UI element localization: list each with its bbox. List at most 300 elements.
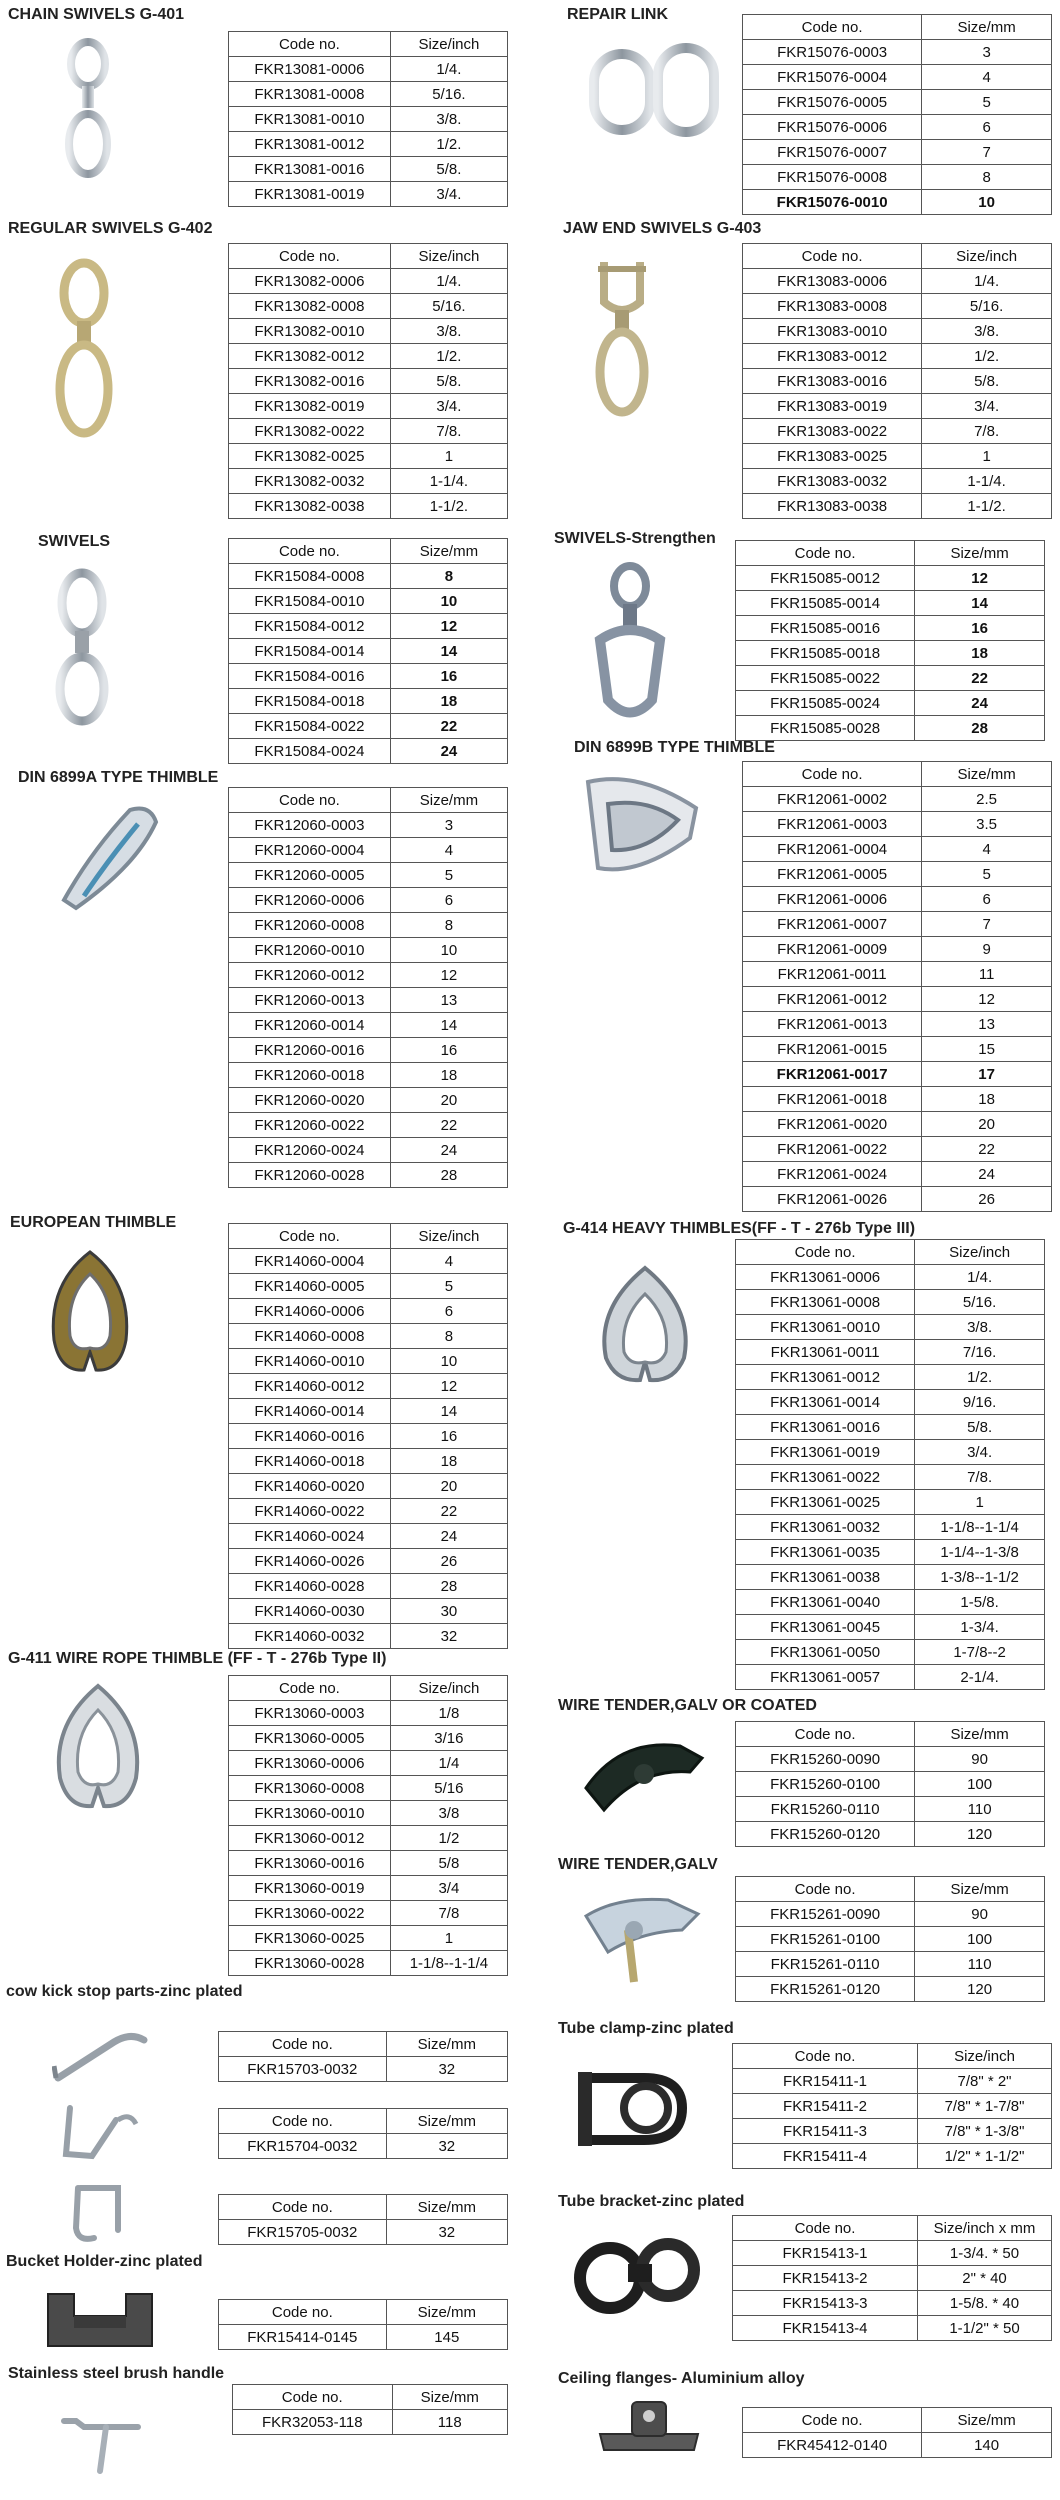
size-cell: 3/4. bbox=[915, 1440, 1045, 1465]
code-cell: FKR12061-0005 bbox=[743, 862, 922, 887]
size-cell: 1-5/8. * 40 bbox=[918, 2291, 1052, 2316]
size-cell: 5/16. bbox=[922, 294, 1052, 319]
table-row bbox=[736, 1365, 1045, 1390]
table-row bbox=[743, 1062, 1052, 1087]
code-cell: FKR12061-0022 bbox=[743, 1137, 922, 1162]
code-cell: FKR15704-0032 bbox=[219, 2134, 387, 2159]
size-cell: 5/8. bbox=[390, 157, 507, 182]
size-cell: 16 bbox=[915, 616, 1045, 641]
code-cell: FKR15084-0012 bbox=[229, 614, 391, 639]
code-cell: FKR14060-0006 bbox=[229, 1299, 391, 1324]
code-cell: FKR13061-0050 bbox=[736, 1640, 915, 1665]
size-cell: 90 bbox=[915, 1902, 1045, 1927]
code-cell: FKR12060-0010 bbox=[229, 938, 391, 963]
code-cell: FKR15084-0024 bbox=[229, 739, 391, 764]
table-row bbox=[743, 269, 1052, 294]
chain-swivel-image bbox=[58, 36, 118, 186]
size-cell: 1-1/2. bbox=[390, 494, 507, 519]
header-code-no: Code no. bbox=[743, 762, 922, 787]
code-cell: FKR15703-0032 bbox=[219, 2057, 387, 2082]
code-cell: FKR13061-0011 bbox=[736, 1340, 915, 1365]
size-cell: 1/2 bbox=[390, 1826, 507, 1851]
code-cell: FKR14060-0005 bbox=[229, 1274, 391, 1299]
code-cell: FKR13082-0038 bbox=[229, 494, 391, 519]
code-cell: FKR15076-0007 bbox=[743, 140, 922, 165]
table-row bbox=[733, 2094, 1052, 2119]
size-cell: 24 bbox=[390, 739, 507, 764]
size-cell: 20 bbox=[390, 1474, 507, 1499]
header-size: Size/inch bbox=[915, 1240, 1045, 1265]
code-cell: FKR13083-0038 bbox=[743, 494, 922, 519]
table-row bbox=[229, 1299, 508, 1324]
table-row bbox=[733, 2241, 1052, 2266]
size-cell: 18 bbox=[390, 1449, 507, 1474]
section-title-cow-kick: cow kick stop parts-zinc plated bbox=[6, 1983, 243, 2000]
table-row bbox=[733, 2119, 1052, 2144]
size-cell: 6 bbox=[390, 888, 507, 913]
code-cell: FKR13083-0012 bbox=[743, 344, 922, 369]
size-cell: 20 bbox=[390, 1088, 507, 1113]
table-row bbox=[743, 115, 1052, 140]
table-swivels-strengthen bbox=[735, 540, 1045, 741]
size-cell: 17 bbox=[922, 1062, 1052, 1087]
code-cell: FKR15413-4 bbox=[733, 2316, 918, 2341]
table-row bbox=[743, 1012, 1052, 1037]
table-row bbox=[229, 1399, 508, 1424]
code-cell: FKR13081-0008 bbox=[229, 82, 391, 107]
code-cell: FKR15076-0004 bbox=[743, 65, 922, 90]
size-cell: 5/16. bbox=[390, 294, 507, 319]
size-cell: 1 bbox=[390, 1926, 507, 1951]
header-code-no: Code no. bbox=[743, 15, 922, 40]
table-row bbox=[229, 1063, 508, 1088]
section-title-repair-link: REPAIR LINK bbox=[567, 6, 669, 23]
code-cell: FKR12060-0020 bbox=[229, 1088, 391, 1113]
code-cell: FKR14060-0016 bbox=[229, 1424, 391, 1449]
code-cell: FKR15084-0018 bbox=[229, 689, 391, 714]
table-din-6899a bbox=[228, 787, 508, 1188]
size-cell: 3 bbox=[922, 40, 1052, 65]
table-row bbox=[743, 1087, 1052, 1112]
size-cell: 7/8. bbox=[915, 1465, 1045, 1490]
size-cell: 1-1/4--1-3/8 bbox=[915, 1540, 1045, 1565]
code-cell: FKR13060-0022 bbox=[229, 1901, 391, 1926]
header-size: Size/inch bbox=[390, 1676, 507, 1701]
size-cell: 28 bbox=[915, 716, 1045, 741]
table-row bbox=[229, 1599, 508, 1624]
code-cell: FKR14060-0024 bbox=[229, 1524, 391, 1549]
size-cell: 1-1/8--1-1/4 bbox=[915, 1515, 1045, 1540]
table-row bbox=[229, 1776, 508, 1801]
table-row bbox=[743, 2433, 1052, 2458]
code-cell: FKR13060-0016 bbox=[229, 1851, 391, 1876]
size-cell: 5 bbox=[390, 1274, 507, 1299]
code-cell: FKR13083-0016 bbox=[743, 369, 922, 394]
repair-link-image bbox=[588, 40, 728, 140]
cow-kick-part-3-image bbox=[60, 2180, 150, 2250]
table-row bbox=[736, 1772, 1045, 1797]
header-code-no: Code no. bbox=[743, 2408, 922, 2433]
table-row bbox=[229, 689, 508, 714]
table-brush-handle bbox=[232, 2384, 508, 2435]
table-header-row bbox=[736, 541, 1045, 566]
size-cell: 3/8. bbox=[915, 1315, 1045, 1340]
code-cell: FKR13083-0010 bbox=[743, 319, 922, 344]
table-header-row bbox=[733, 2216, 1052, 2241]
size-cell: 8 bbox=[922, 165, 1052, 190]
code-cell: FKR15413-3 bbox=[733, 2291, 918, 2316]
size-cell: 7/8 bbox=[390, 1901, 507, 1926]
size-cell: 1/4. bbox=[390, 269, 507, 294]
code-cell: FKR14060-0028 bbox=[229, 1574, 391, 1599]
table-row bbox=[229, 938, 508, 963]
wire-tender-coated-image bbox=[580, 1728, 710, 1818]
code-cell: FKR13082-0008 bbox=[229, 294, 391, 319]
table-row bbox=[743, 344, 1052, 369]
code-cell: FKR13061-0038 bbox=[736, 1565, 915, 1590]
table-row bbox=[743, 887, 1052, 912]
wire-tender-galv-image bbox=[578, 1886, 708, 1991]
code-cell: FKR12061-0002 bbox=[743, 787, 922, 812]
table-din-6899b bbox=[742, 761, 1052, 1212]
cow-kick-part-2-image bbox=[56, 2100, 146, 2170]
size-cell: 4 bbox=[922, 65, 1052, 90]
table-row bbox=[229, 294, 508, 319]
table-row bbox=[229, 1113, 508, 1138]
table-row bbox=[733, 2144, 1052, 2169]
table-row bbox=[229, 913, 508, 938]
section-title-din-6899b: DIN 6899B TYPE THIMBLE bbox=[574, 739, 775, 756]
size-cell: 18 bbox=[390, 1063, 507, 1088]
table-chain-swivels bbox=[228, 31, 508, 207]
size-cell: 16 bbox=[390, 1424, 507, 1449]
code-cell: FKR13083-0022 bbox=[743, 419, 922, 444]
table-row bbox=[736, 1977, 1045, 2002]
code-cell: FKR13060-0025 bbox=[229, 1926, 391, 1951]
header-size: Size/inch bbox=[390, 1224, 507, 1249]
code-cell: FKR13061-0045 bbox=[736, 1615, 915, 1640]
code-cell: FKR13061-0035 bbox=[736, 1540, 915, 1565]
table-ceiling-flanges bbox=[742, 2407, 1052, 2458]
code-cell: FKR15705-0032 bbox=[219, 2220, 387, 2245]
code-cell: FKR15411-2 bbox=[733, 2094, 918, 2119]
size-cell: 5/8 bbox=[390, 1851, 507, 1876]
code-cell: FKR12060-0014 bbox=[229, 1013, 391, 1038]
code-cell: FKR13060-0010 bbox=[229, 1801, 391, 1826]
header-code-no: Code no. bbox=[736, 1722, 915, 1747]
table-row bbox=[229, 664, 508, 689]
table-header-row bbox=[219, 2032, 508, 2057]
header-size: Size/inch bbox=[922, 244, 1052, 269]
size-cell: 145 bbox=[386, 2325, 507, 2350]
code-cell: FKR13083-0006 bbox=[743, 269, 922, 294]
size-cell: 16 bbox=[390, 664, 507, 689]
table-row bbox=[743, 912, 1052, 937]
code-cell: FKR14060-0032 bbox=[229, 1624, 391, 1649]
code-cell: FKR14060-0026 bbox=[229, 1549, 391, 1574]
header-code-no: Code no. bbox=[219, 2195, 387, 2220]
size-cell: 4 bbox=[922, 837, 1052, 862]
size-cell: 1-1/2" * 50 bbox=[918, 2316, 1052, 2341]
section-title-jaw-end-swivels: JAW END SWIVELS G-403 bbox=[563, 220, 762, 237]
code-cell: FKR13061-0006 bbox=[736, 1265, 915, 1290]
table-row bbox=[229, 107, 508, 132]
table-header-row bbox=[733, 2044, 1052, 2069]
code-cell: FKR13081-0016 bbox=[229, 157, 391, 182]
size-cell: 32 bbox=[386, 2134, 507, 2159]
header-code-no: Code no. bbox=[229, 1676, 391, 1701]
table-g414-heavy bbox=[735, 1239, 1045, 1690]
size-cell: 140 bbox=[922, 2433, 1052, 2458]
code-cell: FKR13060-0008 bbox=[229, 1776, 391, 1801]
size-cell: 12 bbox=[390, 963, 507, 988]
size-cell: 13 bbox=[390, 988, 507, 1013]
table-row bbox=[743, 937, 1052, 962]
table-row bbox=[229, 57, 508, 82]
table-header-row bbox=[229, 32, 508, 57]
size-cell: 1-1/8--1-1/4 bbox=[390, 1951, 507, 1976]
size-cell: 1/2. bbox=[390, 132, 507, 157]
header-code-no: Code no. bbox=[233, 2385, 393, 2410]
table-repair-link bbox=[742, 14, 1052, 215]
table-row bbox=[229, 132, 508, 157]
code-cell: FKR15414-0145 bbox=[219, 2325, 387, 2350]
table-row bbox=[733, 2069, 1052, 2094]
heavy-thimble-image bbox=[590, 1262, 700, 1387]
table-row bbox=[743, 165, 1052, 190]
table-row bbox=[229, 1701, 508, 1726]
table-row bbox=[743, 812, 1052, 837]
table-row bbox=[743, 1037, 1052, 1062]
size-cell: 18 bbox=[390, 689, 507, 714]
size-cell: 1/4. bbox=[922, 269, 1052, 294]
table-row bbox=[743, 837, 1052, 862]
bucket-holder-image bbox=[40, 2280, 160, 2355]
table-row bbox=[229, 394, 508, 419]
table-row bbox=[229, 963, 508, 988]
table-row bbox=[229, 444, 508, 469]
header-code-no: Code no. bbox=[219, 2032, 387, 2057]
code-cell: FKR15076-0005 bbox=[743, 90, 922, 115]
table-row bbox=[229, 1138, 508, 1163]
table-row bbox=[229, 1826, 508, 1851]
code-cell: FKR13082-0016 bbox=[229, 369, 391, 394]
table-row bbox=[229, 1013, 508, 1038]
size-cell: 4 bbox=[390, 838, 507, 863]
code-cell: FKR15411-1 bbox=[733, 2069, 918, 2094]
thimble-a-image bbox=[52, 800, 172, 915]
size-cell: 3 bbox=[390, 813, 507, 838]
code-cell: FKR12061-0015 bbox=[743, 1037, 922, 1062]
code-cell: FKR13061-0008 bbox=[736, 1290, 915, 1315]
size-cell: 24 bbox=[390, 1138, 507, 1163]
table-row bbox=[219, 2134, 508, 2159]
size-cell: 1 bbox=[915, 1490, 1045, 1515]
table-bucket-holder bbox=[218, 2299, 508, 2350]
size-cell: 7/8" * 1-7/8" bbox=[918, 2094, 1052, 2119]
code-cell: FKR15413-2 bbox=[733, 2266, 918, 2291]
code-cell: FKR12061-0013 bbox=[743, 1012, 922, 1037]
table-row bbox=[743, 65, 1052, 90]
code-cell: FKR12060-0022 bbox=[229, 1113, 391, 1138]
code-cell: FKR13082-0019 bbox=[229, 394, 391, 419]
table-row bbox=[736, 1590, 1045, 1615]
table-row bbox=[736, 1415, 1045, 1440]
section-title-brush-handle: Stainless steel brush handle bbox=[8, 2365, 225, 2382]
table-row bbox=[743, 1137, 1052, 1162]
table-row bbox=[736, 1822, 1045, 1847]
table-row bbox=[229, 1726, 508, 1751]
section-title-bucket-holder: Bucket Holder-zinc plated bbox=[6, 2253, 203, 2270]
size-cell: 15 bbox=[922, 1037, 1052, 1062]
size-cell: 1/2. bbox=[390, 344, 507, 369]
code-cell: FKR15085-0022 bbox=[736, 666, 915, 691]
size-cell: 6 bbox=[922, 115, 1052, 140]
table-row bbox=[743, 1162, 1052, 1187]
size-cell: 3/4. bbox=[390, 182, 507, 207]
size-cell: 7/8" * 2" bbox=[918, 2069, 1052, 2094]
table-wire-tender-coated bbox=[735, 1721, 1045, 1847]
section-title-regular-swivels: REGULAR SWIVELS G-402 bbox=[8, 220, 213, 237]
size-cell: 10 bbox=[390, 1349, 507, 1374]
size-cell: 1-3/8--1-1/2 bbox=[915, 1565, 1045, 1590]
tube-clamp-image bbox=[574, 2048, 704, 2158]
code-cell: FKR12061-0009 bbox=[743, 937, 922, 962]
table-header-row bbox=[736, 1240, 1045, 1265]
code-cell: FKR14060-0010 bbox=[229, 1349, 391, 1374]
code-cell: FKR13081-0012 bbox=[229, 132, 391, 157]
code-cell: FKR15261-0090 bbox=[736, 1902, 915, 1927]
size-cell: 10 bbox=[390, 938, 507, 963]
table-row bbox=[733, 2266, 1052, 2291]
code-cell: FKR12061-0020 bbox=[743, 1112, 922, 1137]
code-cell: FKR15411-4 bbox=[733, 2144, 918, 2169]
table-row bbox=[736, 691, 1045, 716]
table-row bbox=[743, 419, 1052, 444]
header-size: Size/mm bbox=[386, 2109, 507, 2134]
size-cell: 3/8. bbox=[922, 319, 1052, 344]
table-row bbox=[743, 787, 1052, 812]
size-cell: 26 bbox=[390, 1549, 507, 1574]
table-row bbox=[736, 1465, 1045, 1490]
code-cell: FKR12060-0008 bbox=[229, 913, 391, 938]
code-cell: FKR15260-0090 bbox=[736, 1747, 915, 1772]
code-cell: FKR13082-0022 bbox=[229, 419, 391, 444]
section-title-chain-swivels: CHAIN SWIVELS G-401 bbox=[8, 6, 185, 23]
code-cell: FKR13061-0040 bbox=[736, 1590, 915, 1615]
code-cell: FKR13061-0014 bbox=[736, 1390, 915, 1415]
size-cell: 32 bbox=[390, 1624, 507, 1649]
table-row bbox=[736, 1640, 1045, 1665]
size-cell: 100 bbox=[915, 1772, 1045, 1797]
code-cell: FKR13061-0032 bbox=[736, 1515, 915, 1540]
table-row bbox=[229, 1274, 508, 1299]
header-size: Size/mm bbox=[915, 541, 1045, 566]
header-code-no: Code no. bbox=[733, 2216, 918, 2241]
section-title-g411-wire-rope: G-411 WIRE ROPE THIMBLE (FF - T - 276b Type II) bbox=[8, 1650, 387, 1667]
code-cell: FKR12061-0003 bbox=[743, 812, 922, 837]
size-cell: 5/8. bbox=[915, 1415, 1045, 1440]
code-cell: FKR13060-0028 bbox=[229, 1951, 391, 1976]
code-cell: FKR15076-0006 bbox=[743, 115, 922, 140]
header-size: Size/inch bbox=[390, 244, 507, 269]
size-cell: 1/2. bbox=[915, 1365, 1045, 1390]
section-title-ceiling-flanges: Ceiling flanges- Aluminium alloy bbox=[558, 2370, 805, 2387]
header-size: Size/mm bbox=[390, 539, 507, 564]
table-row bbox=[229, 1374, 508, 1399]
table-tube-clamp bbox=[732, 2043, 1052, 2169]
code-cell: FKR15261-0110 bbox=[736, 1952, 915, 1977]
table-row bbox=[733, 2316, 1052, 2341]
table-tube-bracket bbox=[732, 2215, 1052, 2341]
code-cell: FKR13083-0008 bbox=[743, 294, 922, 319]
size-cell: 5 bbox=[390, 863, 507, 888]
header-size: Size/mm bbox=[386, 2300, 507, 2325]
table-row bbox=[229, 419, 508, 444]
table-row bbox=[743, 444, 1052, 469]
header-code-no: Code no. bbox=[229, 32, 391, 57]
code-cell: FKR14060-0022 bbox=[229, 1499, 391, 1524]
code-cell: FKR13061-0019 bbox=[736, 1440, 915, 1465]
table-row bbox=[736, 591, 1045, 616]
size-cell: 13 bbox=[922, 1012, 1052, 1037]
section-title-wire-tender-coated: WIRE TENDER,GALV OR COATED bbox=[558, 1697, 817, 1714]
code-cell: FKR13081-0010 bbox=[229, 107, 391, 132]
size-cell: 3/16 bbox=[390, 1726, 507, 1751]
table-row bbox=[229, 1038, 508, 1063]
table-row bbox=[229, 1088, 508, 1113]
table-row bbox=[229, 269, 508, 294]
european-thimble-image bbox=[40, 1244, 140, 1379]
table-row bbox=[743, 190, 1052, 215]
table-row bbox=[229, 813, 508, 838]
section-title-european-thimble: EUROPEAN THIMBLE bbox=[10, 1214, 177, 1231]
size-cell: 7 bbox=[922, 140, 1052, 165]
table-row bbox=[229, 369, 508, 394]
jaw-end-swivel-image bbox=[590, 252, 654, 422]
table-header-row bbox=[229, 788, 508, 813]
table-row bbox=[743, 294, 1052, 319]
code-cell: FKR15084-0010 bbox=[229, 589, 391, 614]
code-cell: FKR13061-0022 bbox=[736, 1465, 915, 1490]
size-cell: 118 bbox=[392, 2410, 508, 2435]
size-cell: 24 bbox=[390, 1524, 507, 1549]
code-cell: FKR15260-0110 bbox=[736, 1797, 915, 1822]
header-size: Size/mm bbox=[915, 1722, 1045, 1747]
table-header-row bbox=[229, 1676, 508, 1701]
code-cell: FKR13060-0012 bbox=[229, 1826, 391, 1851]
size-cell: 12 bbox=[915, 566, 1045, 591]
header-code-no: Code no. bbox=[219, 2109, 387, 2134]
table-wire-tender-galv bbox=[735, 1876, 1045, 2002]
size-cell: 2-1/4. bbox=[915, 1665, 1045, 1690]
size-cell: 3/8. bbox=[390, 319, 507, 344]
header-size: Size/mm bbox=[922, 2408, 1052, 2433]
table-row bbox=[736, 1565, 1045, 1590]
size-cell: 110 bbox=[915, 1797, 1045, 1822]
table-row bbox=[229, 1624, 508, 1649]
regular-swivel-image bbox=[52, 255, 116, 445]
table-row bbox=[736, 716, 1045, 741]
table-cow-kick-1 bbox=[218, 2031, 508, 2082]
table-row bbox=[736, 1390, 1045, 1415]
code-cell: FKR15260-0100 bbox=[736, 1772, 915, 1797]
size-cell: 110 bbox=[915, 1952, 1045, 1977]
code-cell: FKR14060-0020 bbox=[229, 1474, 391, 1499]
size-cell: 1/4 bbox=[390, 1751, 507, 1776]
code-cell: FKR12061-0011 bbox=[743, 962, 922, 987]
code-cell: FKR12061-0012 bbox=[743, 987, 922, 1012]
